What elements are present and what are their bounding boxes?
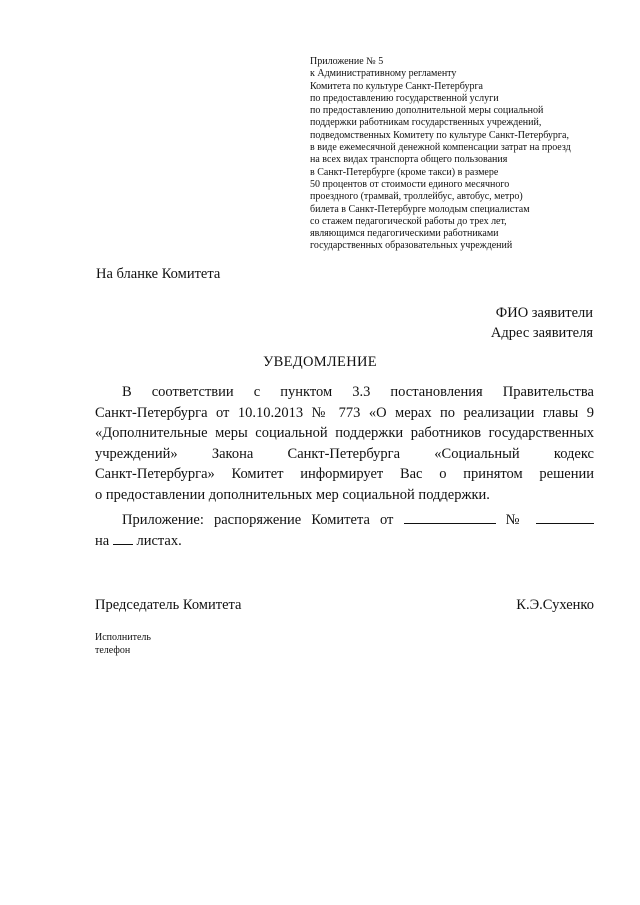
appendix-line: в виде ежемесячной денежной компенсации затрат на проезд	[310, 142, 571, 154]
appendix-line: проездного (трамвай, троллейбус, автобус, метро)	[310, 191, 523, 203]
appendix-line: являющимся педагогическими работниками	[310, 228, 499, 240]
number-blank-line	[536, 511, 594, 524]
phone-label: телефон	[95, 644, 131, 656]
signatory-name: К.Э.Сухенко	[516, 597, 594, 613]
signatory-position: Председатель Комитета	[95, 597, 242, 613]
attachment-line-2	[95, 531, 594, 552]
sheets-blank-line	[113, 532, 133, 545]
body-line: учреждений» Закона Санкт-Петербурга «Социальный кодекс	[95, 445, 594, 462]
body-line: о предоставлении дополнительных мер социальной поддержки.	[95, 486, 490, 503]
sheets-suffix: листах.	[136, 533, 182, 549]
executor-footer	[95, 632, 151, 657]
body-line: В соответствии с пунктом 3.3 постановления Правительства	[122, 384, 594, 400]
attachment-block	[95, 510, 594, 552]
document-title: УВЕДОМЛЕНИЕ	[263, 354, 377, 370]
appendix-line: в Санкт-Петербурге (кроме такси) в размере	[310, 166, 499, 178]
appendix-line: 50 процентов от стоимости единого месячного	[310, 178, 510, 190]
appendix-line: по предоставлению государственной услуги	[310, 92, 499, 104]
executor-label: Исполнитель	[95, 632, 151, 643]
applicant-name: ФИО заявители	[495, 305, 593, 321]
appendix-line: по предоставлению дополнительной меры социальной	[310, 105, 544, 117]
date-blank-line	[404, 511, 496, 524]
appendix-line: поддержки работникам государственных учреждений,	[310, 117, 542, 129]
appendix-line: к Административному регламенту	[310, 68, 457, 80]
appendix-header	[310, 56, 610, 253]
body-line: «Дополнительные меры социальной поддержки работников государственных	[95, 425, 594, 441]
appendix-line: со стажем педагогической работы до трех лет,	[310, 215, 507, 227]
applicant-address: Адрес заявителя	[490, 325, 593, 341]
sheets-prefix: на	[95, 533, 110, 549]
appendix-line: государственных образовательных учреждений	[310, 240, 513, 252]
attachment-label: Приложение: распоряжение Комитета от	[122, 512, 394, 528]
appendix-line: билета в Санкт-Петербурге молодым специалистам	[310, 203, 530, 215]
number-sign: №	[505, 512, 526, 528]
letterhead-note: На бланке Комитета	[96, 266, 221, 282]
body-line: Санкт-Петербурга» Комитет информирует Вас о принятом решении	[95, 466, 594, 482]
signature-block	[95, 597, 594, 614]
notification-body	[95, 382, 594, 505]
appendix-line: на всех видах транспорта общего пользования	[310, 154, 508, 166]
appendix-line: Комитета по культуре Санкт-Петербурга	[310, 80, 483, 92]
appendix-line: Приложение № 5	[310, 56, 384, 67]
body-line: Санкт-Петербурга от 10.10.2013 № 773 «О мерах по реализации главы 9	[95, 404, 594, 421]
attachment-line-1	[95, 510, 594, 531]
appendix-line: подведомственных Комитету по культуре Санкт-Петербурга,	[310, 129, 569, 141]
applicant-block	[491, 303, 593, 343]
